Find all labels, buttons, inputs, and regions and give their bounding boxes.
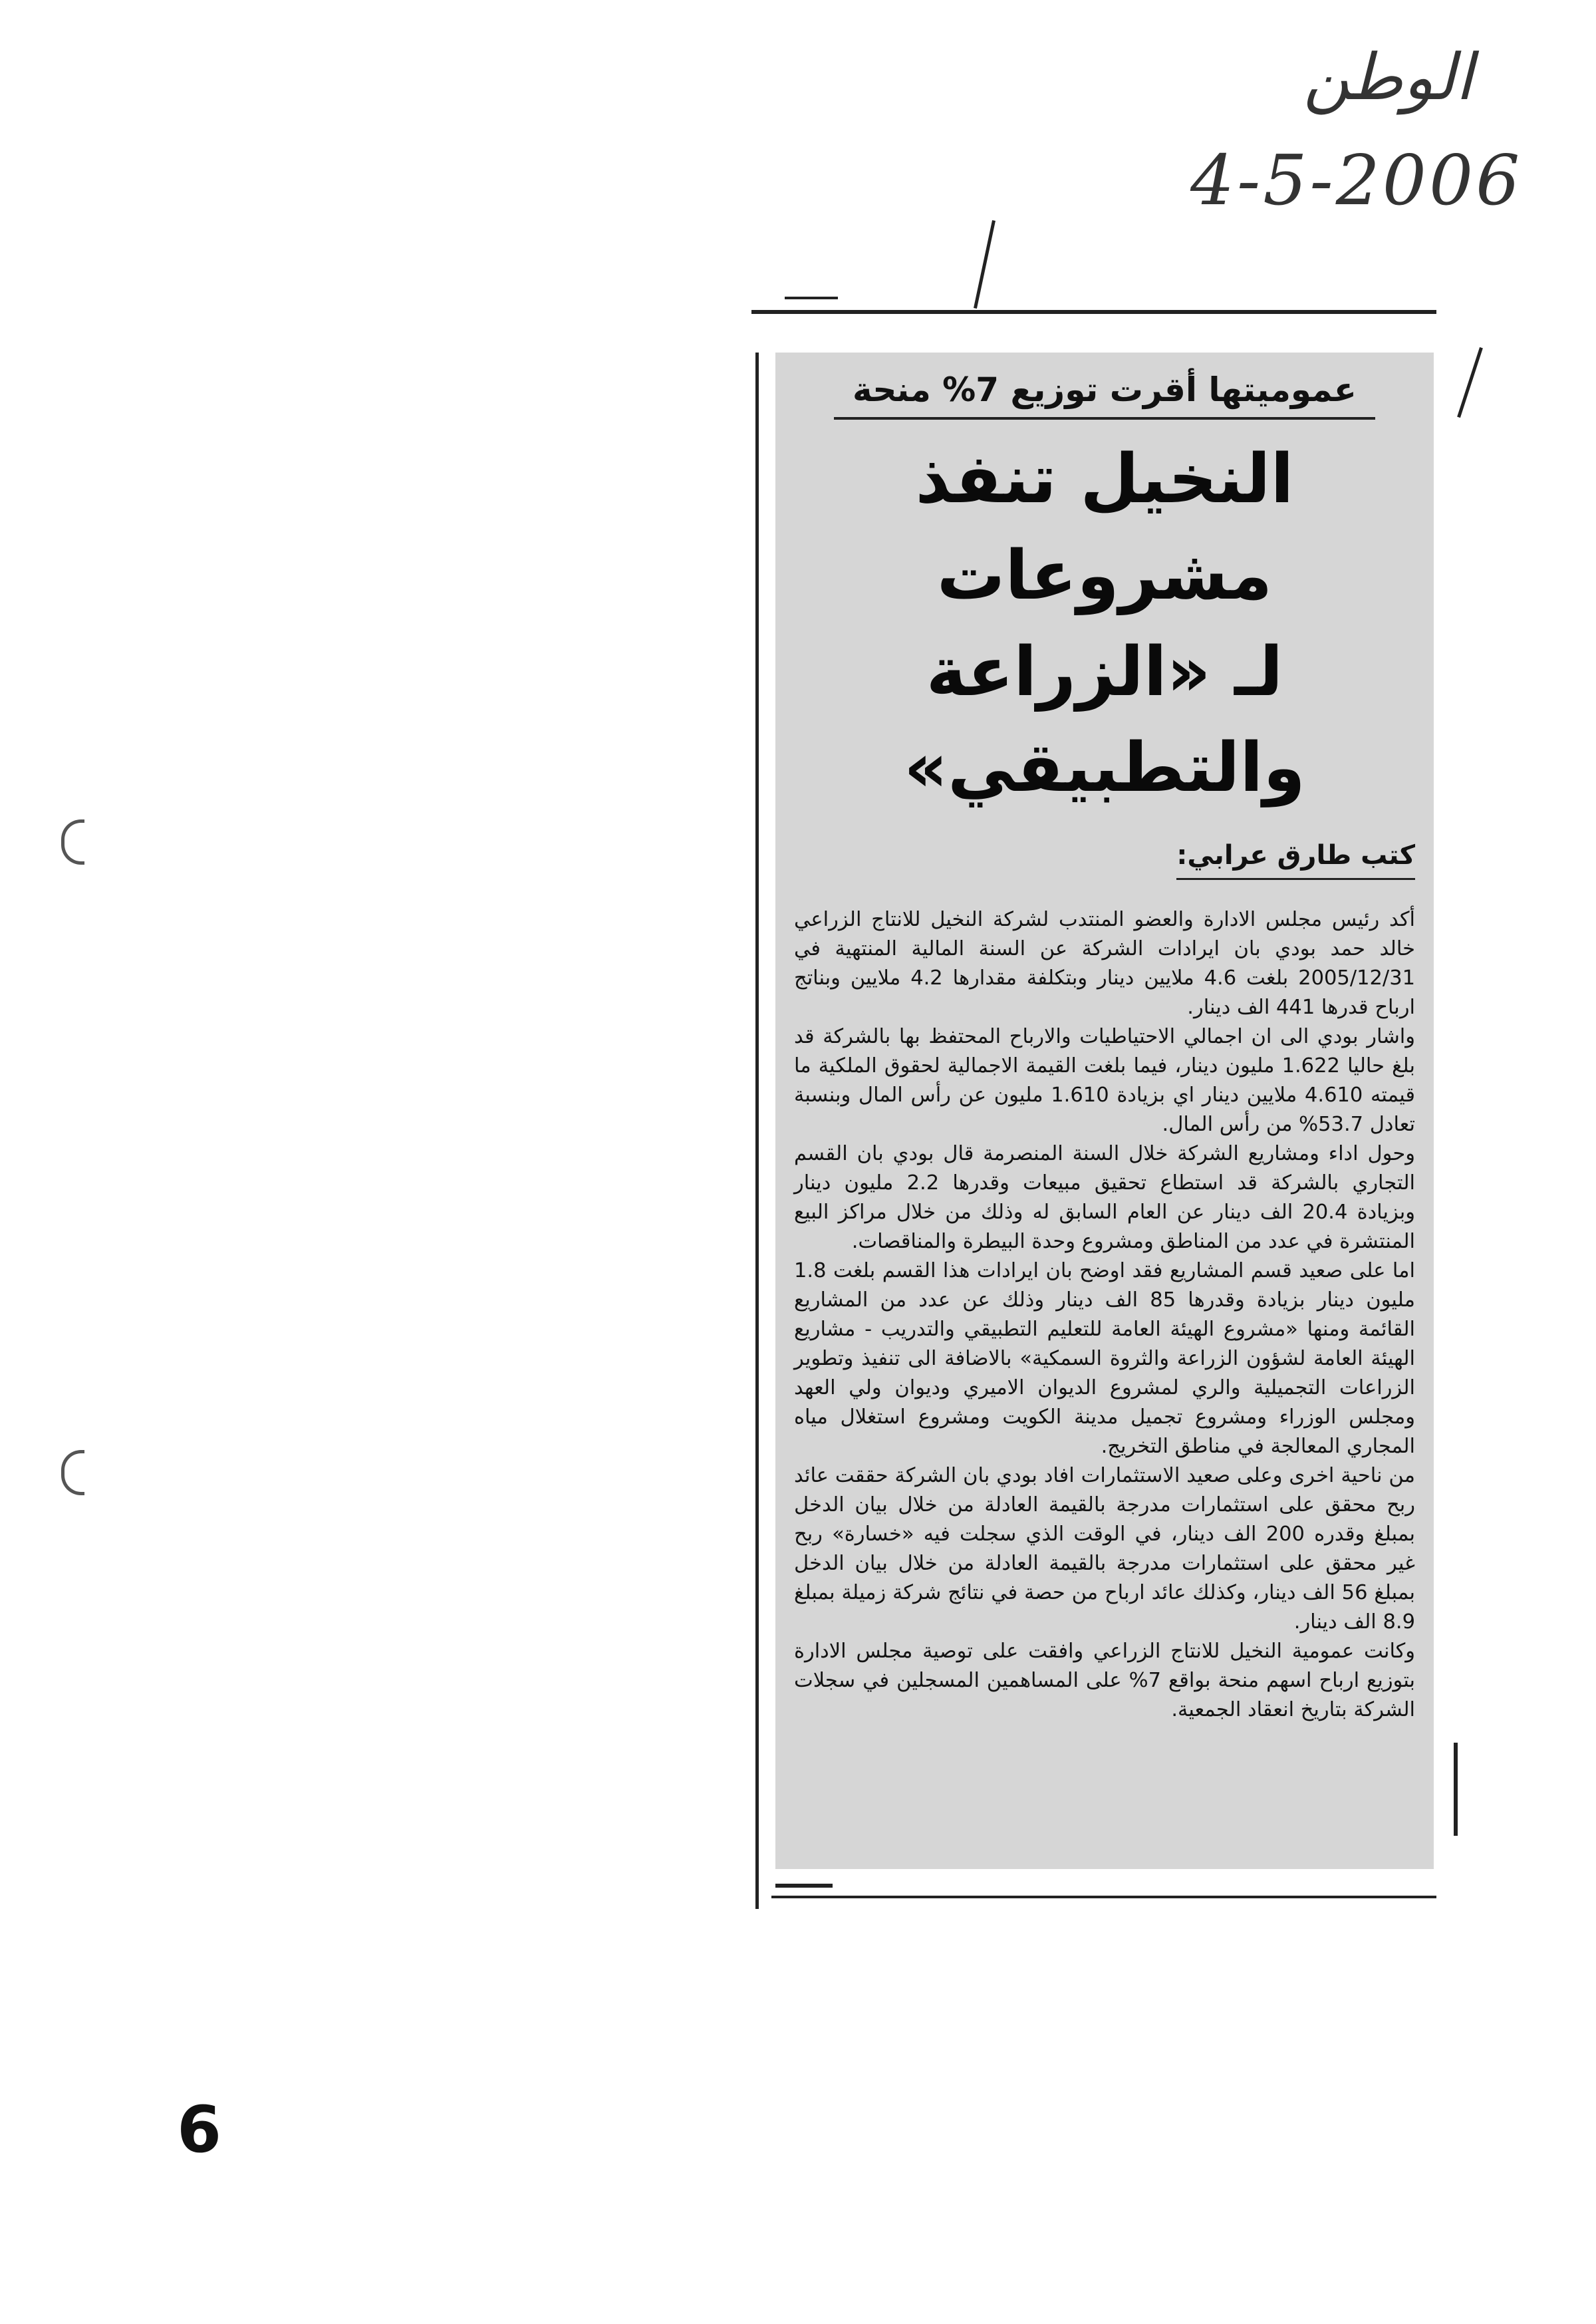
article-body <box>794 905 1415 1725</box>
pen-mark <box>974 220 996 309</box>
column-rule <box>755 353 759 1909</box>
top-rule-small <box>785 297 838 299</box>
newspaper-clipping <box>775 353 1434 1869</box>
article-kicker: عموميتها أقرت توزيع 7% منحة <box>834 368 1375 420</box>
article-paragraph: اما على صعيد قسم المشاريع فقد اوضح بان ايرادات هذا القسم بلغت 1.8 مليون دينار بزيادة وقدرها 85 الف دينار وذلك عن عدد من المشاريع القائمة ومنها «مشروع الهيئة العامة للتعليم التطبيقي والتدريب - مشاريع الهيئة العامة لشؤون الزراعة والثروة السمكية» بالاضافة الى تنفيذ وتطوير الزراعات التجميلية والري لمشروع الديوان الاميري وديوان ولي العهد ومجلس الوزراء ومشروع تجميل مدينة الكويت ومشروع استغلال مياه المجاري المعالجة في مناطق التخريج. <box>794 1259 1415 1459</box>
punch-hole <box>61 1450 84 1495</box>
article-headline <box>794 432 1415 817</box>
article-paragraph: وحول اداء ومشاريع الشركة خلال السنة المنصرمة قال بودي بان القسم التجاري بالشركة قد استطاع تحقيق مبيعات وقدرها 2.2 مليون دينار وبزيادة 20.4 الف دينار عن العام السابق له وذلك من خلال مراكز البيع المنتشرة في عدد من المناطق ومشروع وحدة البيطرة والمناقصات. <box>794 1142 1415 1254</box>
top-rule <box>751 310 1436 314</box>
headline-line: لـ «الزراعة والتطبيقي» <box>904 632 1305 808</box>
handwritten-date-note: 4-5-2006 <box>1190 140 1523 221</box>
punch-hole <box>61 819 84 865</box>
pen-mark <box>1457 347 1483 418</box>
headline-line: النخيل تنفذ مشروعات <box>915 440 1294 615</box>
bottom-rule-small <box>775 1884 833 1888</box>
article-paragraph: وكانت عمومية النخيل للانتاج الزراعي وافقت على توصية مجلس الادارة بتوزيع ارباح اسهم منحة بواقع 7% على المساهمين المسجلين في سجلات الشركة بتاريخ انعقاد الجمعية. <box>794 1640 1416 1722</box>
article-paragraph: أكد رئيس مجلس الادارة والعضو المنتدب لشركة النخيل للانتاج الزراعي خالد حمد بودي بان ايرادات الشركة عن السنة المالية المنتهية في 2005/12/31 بلغت 4.6 ملايين دينار وبتكلفة مقدارها 4.2 ملايين وبناتج ارباح قدرها 441 الف دينار. <box>794 908 1416 1020</box>
article-paragraph: من ناحية اخرى وعلى صعيد الاستثمارات افاد بودي بان الشركة حققت عائد ربح محقق على استثمارات مدرجة بالقيمة العادلة من خلال بيان الدخل بمبلغ وقدره 200 الف دينار، في الوقت الذي سجلت فيه «خسارة» ربح غير محقق على استثمارات مدرجة بالقيمة العادلة من خلال بيان الدخل بمبلغ 56 الف دينار، وكذلك عائد ارباح من حصة في نتائج شركة زميلة بمبلغ 8.9 الف دينار. <box>794 1464 1416 1634</box>
article-paragraph: واشار بودي الى ان اجمالي الاحتياطيات والارباح المحتفظ بها بالشركة قد بلغ حاليا 1.622 مليون دينار، فيما بلغت القيمة الاجمالية لحقوق الملكية ما قيمته 4.610 ملايين دينار اي بزيادة 1.610 مليون عن رأس المال وبنسبة تعادل 53.7% من رأس المال. <box>794 1025 1415 1137</box>
article-byline: كتب طارق عرابي: <box>1176 838 1415 880</box>
pen-mark <box>1454 1743 1458 1836</box>
handwritten-source-note: الوطن <box>1303 40 1473 114</box>
page-number: 9 <box>177 2090 221 2164</box>
bottom-rule <box>771 1896 1436 1898</box>
